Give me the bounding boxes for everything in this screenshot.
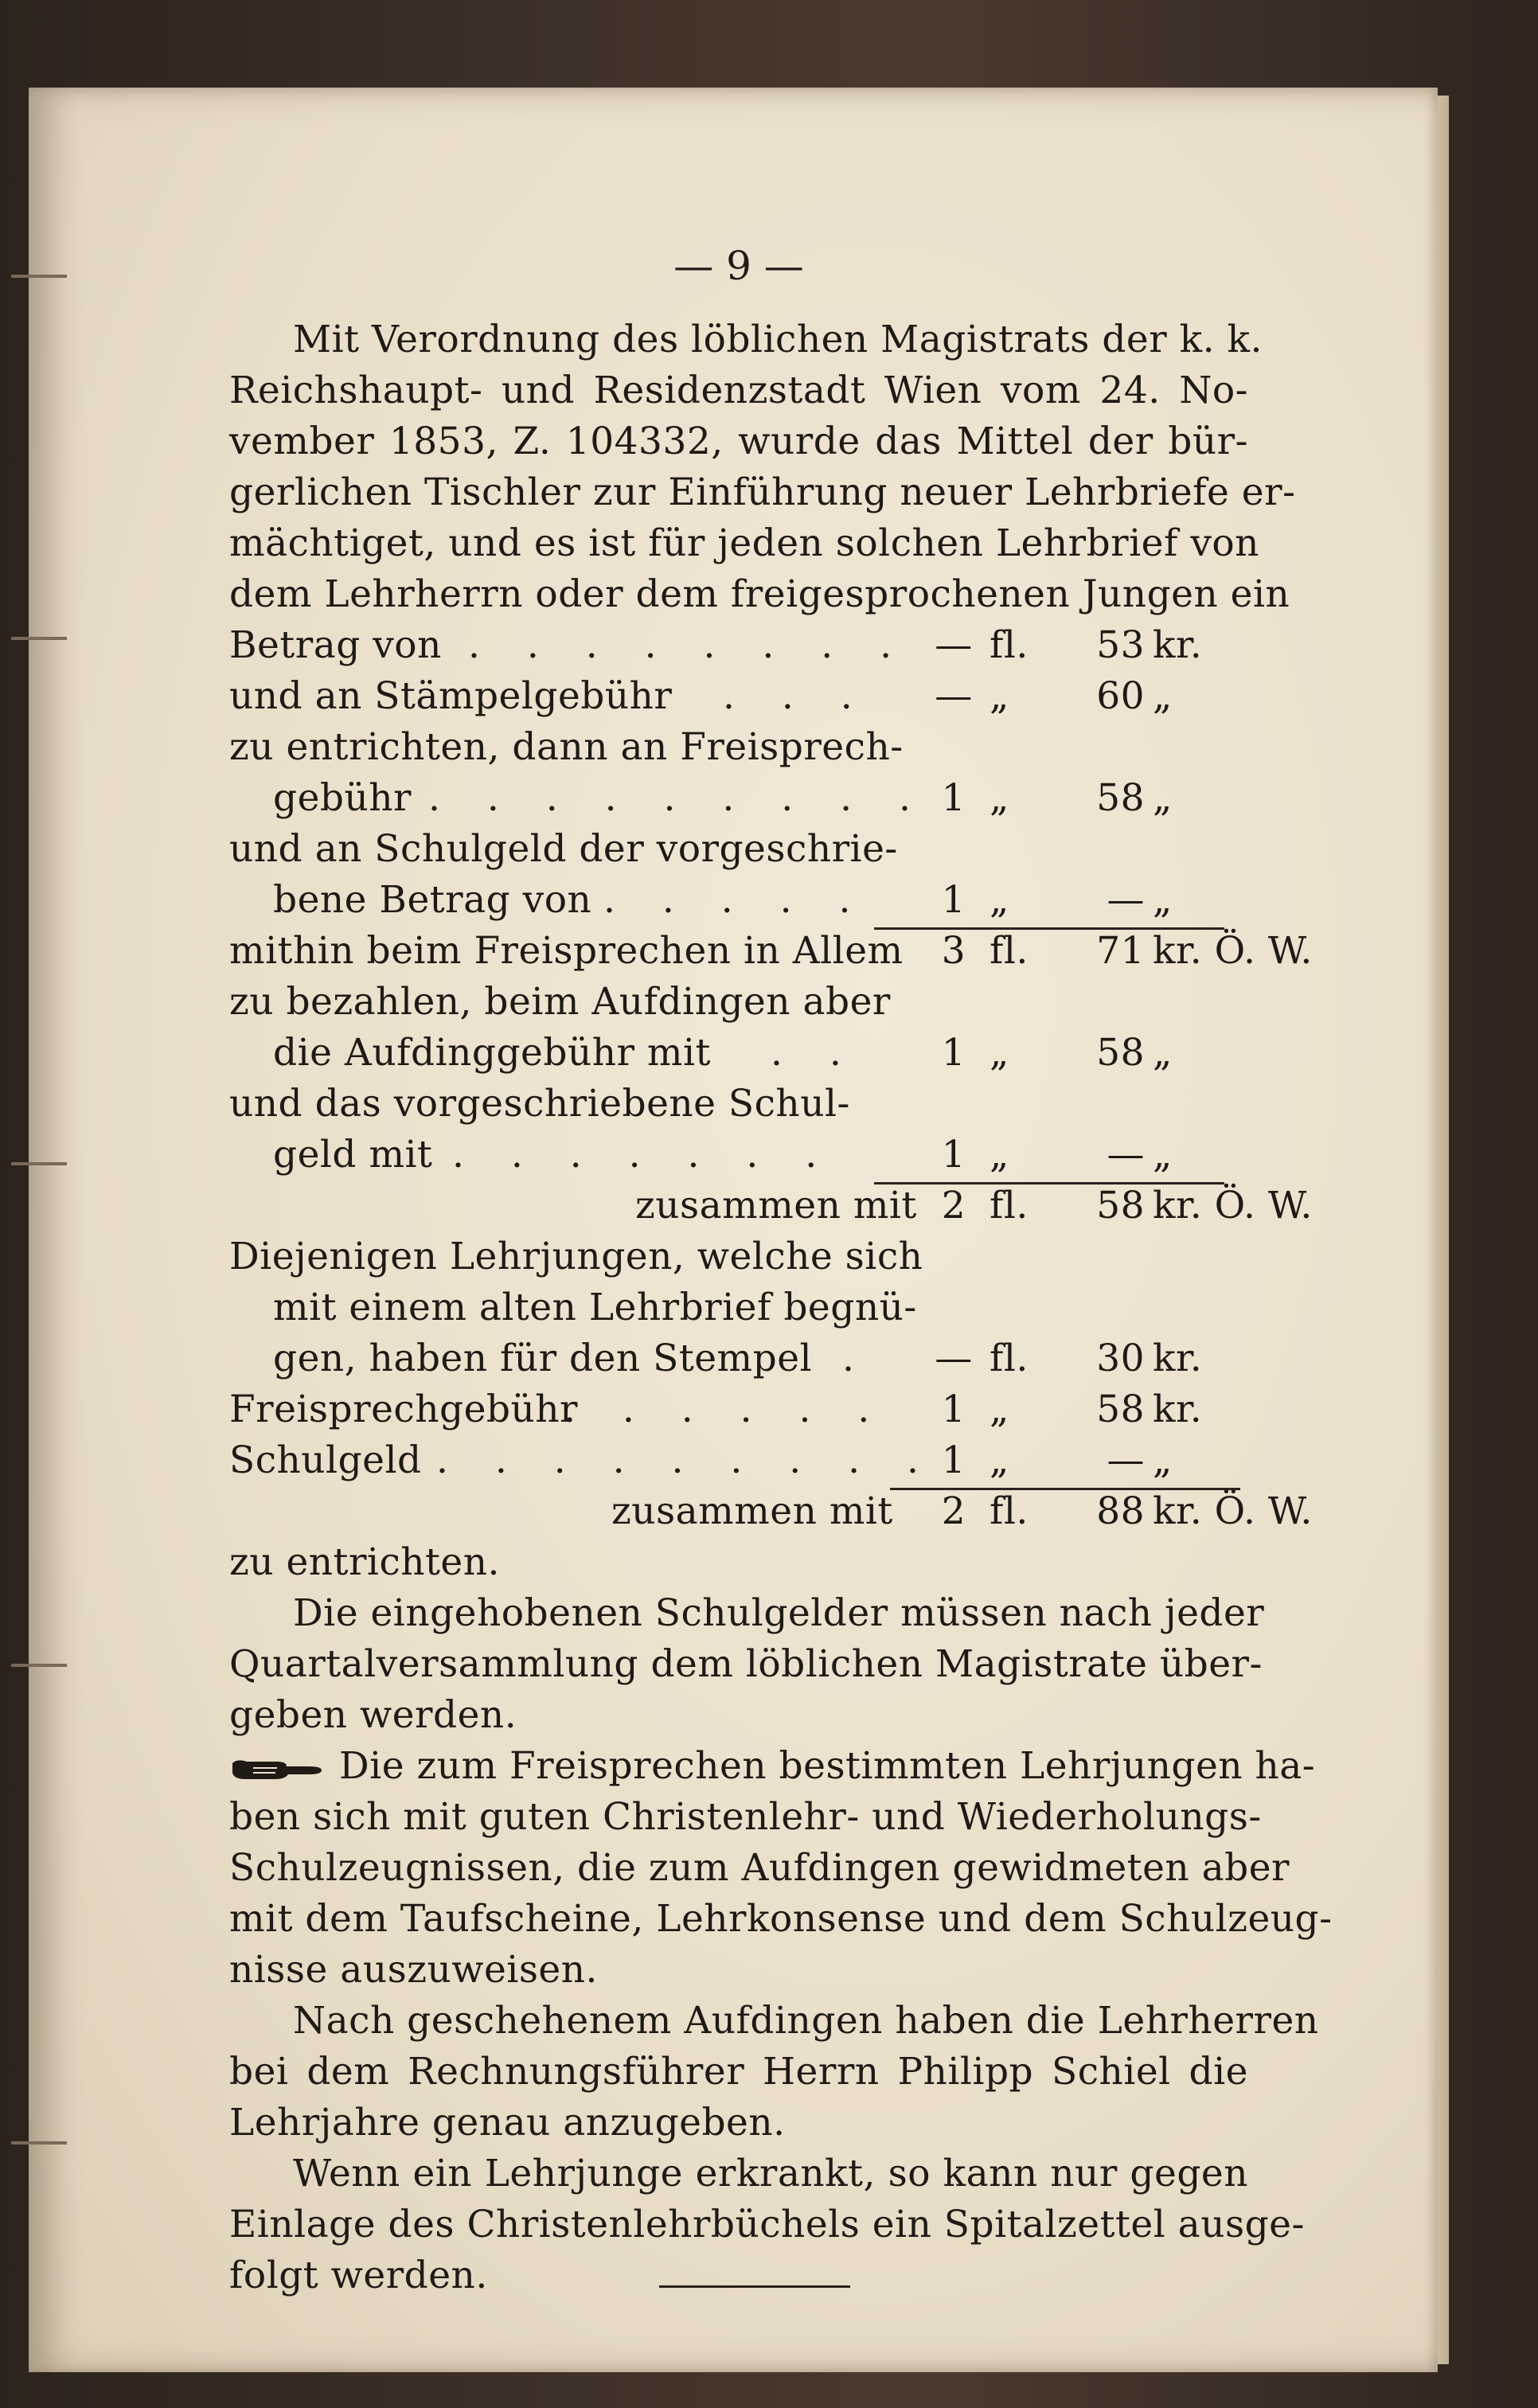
fee-kreuzer: — [1107, 1438, 1145, 1482]
fee-unit: „ [1153, 1133, 1173, 1177]
text-line: mächtiget, und es ist für jeden solchen Lehrbrief von [229, 521, 1259, 565]
fee-unit: „ [1153, 776, 1173, 820]
fee-currency: fl. [990, 929, 1029, 973]
text-line: ben sich mit guten Christenlehr- und Wiederholungs- [229, 1795, 1262, 1839]
fee-unit: „ [1153, 1438, 1173, 1482]
fee-unit: kr. Ö. W. [1153, 1184, 1313, 1227]
fee-row [229, 1282, 1248, 1333]
text-line: mit dem Taufscheine, Lehrkonsense und dem Schulzeug- [229, 1897, 1333, 1941]
leader-dots: . . . [723, 674, 870, 718]
fee-label: die Aufdinggebühr mit [273, 1031, 711, 1075]
fee-unit: kr. Ö. W. [1153, 1489, 1313, 1533]
fee-label: zu bezahlen, beim Aufdingen aber [229, 980, 891, 1024]
fee-kreuzer: 60 [1096, 674, 1145, 718]
binding-mark [11, 275, 67, 278]
text-line: Einlage des Christenlehrbüchels ein Spitalzettel ausge- [229, 2203, 1305, 2246]
leader-dots: . . . . . . . . . [428, 776, 928, 820]
binding-mark [11, 637, 67, 640]
page-text [229, 314, 1333, 2301]
fee-label: und an Stämpelgebühr [229, 674, 673, 718]
fee-label: bene Betrag von [273, 878, 592, 922]
fee-row [229, 1537, 1248, 1588]
text-line: Reichshaupt- und Residenzstadt Wien vom 24. No- [229, 369, 1248, 412]
manicule-icon [229, 1755, 325, 1782]
text-line: Die eingehobenen Schulgelder müssen nach jeder [293, 1591, 1265, 1635]
text-line [229, 2250, 1248, 2301]
text-line-content: Die zum Freisprechen bestimmten Lehrjungen ha- [339, 1744, 1316, 1788]
fee-label: gen, haben für den Stempel [273, 1337, 813, 1380]
leader-dots: . . [771, 1031, 859, 1075]
fee-unit: kr. [1153, 1387, 1203, 1431]
fee-currency: „ [990, 878, 1009, 922]
leader-dots: . . . . . [603, 878, 869, 922]
fee-currency: fl. [990, 1489, 1029, 1533]
fee-label: und das vorgeschriebene Schul- [229, 1082, 850, 1126]
fee-row [229, 875, 1248, 926]
fee-unit: kr. Ö. W. [1153, 929, 1313, 973]
fee-kreuzer: 58 [1096, 776, 1145, 820]
fee-label: geld mit [273, 1133, 433, 1177]
fee-currency: „ [990, 674, 1009, 718]
fee-kreuzer: 58 [1096, 1387, 1145, 1431]
fee-label: Freisprechgebühr [229, 1387, 578, 1431]
fee-label: Schulgeld [229, 1438, 422, 1482]
fee-label: zusammen mit [635, 1184, 917, 1227]
fee-kreuzer: 71 [1096, 929, 1145, 973]
binding-mark [11, 1664, 67, 1667]
binding-mark [11, 2141, 67, 2145]
fee-row [229, 1435, 1248, 1486]
fee-unit: kr. [1153, 1337, 1203, 1380]
text-line: geben werden. [229, 1693, 517, 1737]
fee-row [229, 671, 1248, 722]
text-line: Schulzeugnissen, die zum Aufdingen gewidmeten aber [229, 1846, 1290, 1890]
text-line: Quartalversammlung dem löblichen Magistrate über- [229, 1642, 1263, 1686]
fee-row [229, 1130, 1248, 1181]
fee-row [229, 1181, 1313, 1231]
fee-currency: „ [990, 1031, 1009, 1075]
fee-row [229, 1384, 1248, 1435]
page-number: — 9 — [673, 243, 804, 289]
text-line [229, 1741, 1316, 1792]
text-line: vember 1853, Z. 104332, wurde das Mittel der bür- [229, 420, 1248, 463]
fee-row [229, 1231, 1248, 1282]
fee-currency: „ [990, 1438, 1009, 1482]
fee-florin: 2 [941, 1489, 966, 1533]
fee-currency: „ [990, 1133, 1009, 1177]
fee-kreuzer: — [1107, 1133, 1145, 1177]
fee-florin: 3 [941, 929, 966, 973]
fee-row [229, 1486, 1313, 1537]
text-line: gerlichen Tischler zur Einführung neuer Lehrbriefe er- [229, 470, 1296, 514]
fee-row [229, 1028, 1248, 1079]
fee-label: mithin beim Freisprechen in Allem [229, 929, 904, 973]
fee-currency: „ [990, 776, 1009, 820]
leader-dots: . . . . . . [564, 1387, 888, 1431]
header [229, 0, 1248, 318]
fee-label: mit einem alten Lehrbrief begnü- [273, 1286, 917, 1329]
fee-kreuzer: 88 [1096, 1489, 1145, 1533]
fee-florin: 1 [941, 1438, 966, 1482]
text-line: Lehrjahre genau anzugeben. [229, 2101, 786, 2145]
fee-row [229, 773, 1248, 824]
fee-row [229, 1333, 1248, 1384]
fee-currency: „ [990, 1387, 1009, 1431]
text-line: dem Lehrherrn oder dem freigesprochenen Jungen ein [229, 572, 1290, 616]
fee-currency: fl. [990, 1184, 1029, 1227]
leader-dots: . . . . . . . . [468, 623, 910, 667]
fee-label: zu entrichten, dann an Freisprech- [229, 725, 904, 769]
fee-kreuzer: — [1107, 878, 1145, 922]
fee-row [229, 926, 1313, 977]
fee-label: und an Schulgeld der vorgeschrie- [229, 827, 898, 871]
fee-row [229, 977, 1248, 1028]
fee-kreuzer: 58 [1096, 1184, 1145, 1227]
fee-unit: „ [1153, 878, 1173, 922]
fee-florin: 1 [941, 776, 966, 820]
leader-dots: . [842, 1337, 872, 1380]
end-rule [659, 2285, 850, 2288]
fee-florin: — [935, 623, 973, 667]
fee-currency: fl. [990, 623, 1029, 667]
text-line: Nach geschehenem Aufdingen haben die Lehrherren [293, 1999, 1319, 2043]
fee-label: gebühr [273, 776, 412, 820]
fee-unit: „ [1153, 1031, 1173, 1075]
fee-florin: 2 [941, 1184, 966, 1227]
text-line: bei dem Rechnungsführer Herrn Philipp Schiel die [229, 2050, 1248, 2094]
fee-label: Diejenigen Lehrjungen, welche sich [229, 1235, 923, 1278]
fee-row [229, 620, 1248, 671]
fee-kreuzer: 58 [1096, 1031, 1145, 1075]
fee-kreuzer: 53 [1096, 623, 1145, 667]
text-line: nisse auszuweisen. [229, 1948, 598, 1992]
text-line: Mit Verordnung des löblichen Magistrats der k. k. [293, 318, 1263, 361]
fee-unit: kr. [1153, 623, 1203, 667]
fee-row [229, 1079, 1248, 1130]
fee-label: zu entrichten. [229, 1540, 500, 1584]
fee-label: Betrag von [229, 623, 442, 667]
text-line: Wenn ein Lehrjunge erkrankt, so kann nur gegen [293, 2152, 1248, 2195]
fee-currency: fl. [990, 1337, 1029, 1380]
fee-florin: — [935, 674, 973, 718]
fee-florin: 1 [941, 878, 966, 922]
fee-label: zusammen mit [611, 1489, 893, 1533]
binding-mark [11, 1162, 67, 1165]
fee-florin: 1 [941, 1387, 966, 1431]
leader-dots: . . . . . . . . . [436, 1438, 936, 1482]
leader-dots: . . . . . . . [452, 1133, 835, 1177]
fee-row [229, 722, 1248, 773]
text-line-content: folgt werden. [229, 2254, 488, 2297]
fee-florin: — [935, 1337, 973, 1380]
fee-florin: 1 [941, 1133, 966, 1177]
fee-florin: 1 [941, 1031, 966, 1075]
fee-kreuzer: 30 [1096, 1337, 1145, 1380]
fee-unit: „ [1153, 674, 1173, 718]
fee-row [229, 824, 1248, 875]
